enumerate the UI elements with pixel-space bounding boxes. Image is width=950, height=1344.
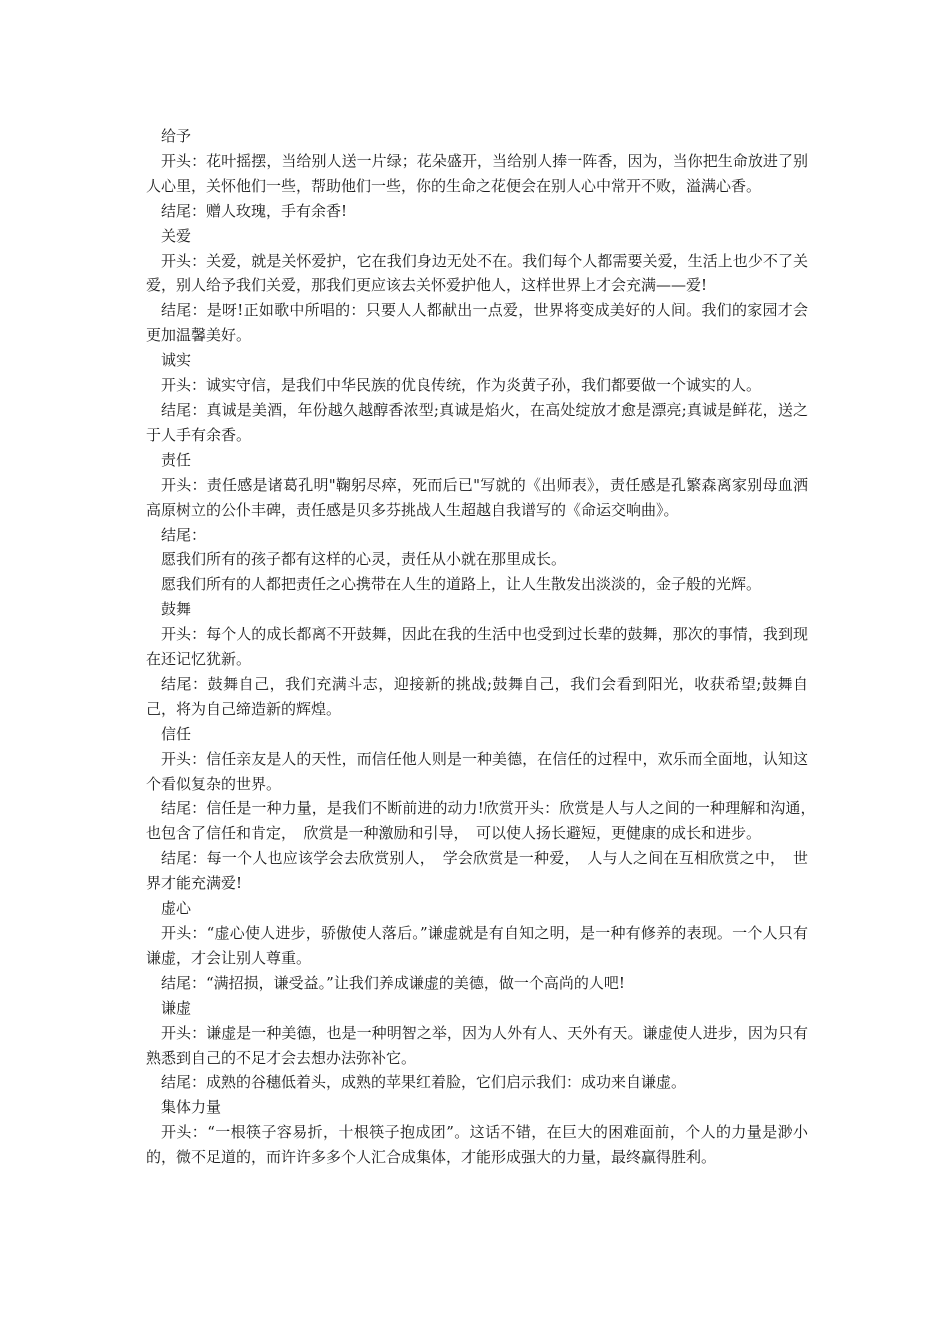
paragraph-trust-opening: 开头：信任亲友是人的天性，而信任他人则是一种美德，在信任的过程中，欢乐而全面地，认知这个看似复杂的世界。 [146,749,808,793]
paragraph-collective-strength-opening: 开头：“一根筷子容易折，十根筷子抱成团”。这话不错，在巨大的困难面前，个人的力量是渺小的，微不足道的，而许许多多个人汇合成集体，才能形成强大的力量，最终赢得胜利。 [146,1123,808,1167]
paragraph-responsibility-opening: 开头：责任感是诸葛孔明"鞠躬尽瘁，死而后已"写就的《出师表》，责任感是孔繁森离家别母血洒高原树立的公仆丰碑，责任感是贝多芬挑战人生超越自我谱写的《命运交响曲》。 [146,475,808,519]
paragraph-open-mindedness-opening: 开头：“虚心使人进步，骄傲使人落后。”谦虚就是有自知之明，是一种有修养的表现。一个人只有谦虚，才会让别人尊重。 [146,924,808,967]
paragraph-care-ending: 结尾：是呀!正如歌中所唱的：只要人人都献出一点爱，世界将变成美好的人间。我们的家园才会更加温馨美好。 [146,301,808,345]
paragraph-trust-ending: 结尾：信任是一种力量，是我们不断前进的动力!欣赏开头：欣赏是人与人之间的一种理解和沟通， 也包含了信任和肯定， 欣赏是一种激励和引导， 可以使人扬长避短，更健康的成长和进步。 [146,799,824,843]
paragraph-honesty-opening: 开头：诚实守信，是我们中华民族的优良传统，作为炎黄子孙，我们都要做一个诚实的人。 [161,376,762,395]
heading-encouragement: 鼓舞 [161,600,192,619]
paragraph-care-opening: 开头：关爱，就是关怀爱护，它在我们身边无处不在。我们每个人都需要关爱，生活上也少不了关爱，别人给予我们关爱，那我们更应该去关怀爱护他人，这样世界上才会充满——爱! [146,251,808,295]
paragraph-encouragement-ending: 结尾：鼓舞自己，我们充满斗志，迎接新的挑战;鼓舞自己，我们会看到阳光，收获希望;鼓舞自己，将为自己缔造新的辉煌。 [146,674,808,718]
paragraph-responsibility-ending-2: 愿我们所有的人都把责任之心携带在人生的道路上，让人生散发出淡淡的，金子般的光辉。 [161,575,762,594]
paragraph-modesty-ending: 结尾：成熟的谷穗低着头，成熟的苹果红着脸，它们启示我们：成功来自谦虚。 [161,1073,687,1092]
heading-honesty: 诚实 [161,351,192,370]
paragraph-responsibility-ending-1: 愿我们所有的孩子都有这样的心灵，责任从小就在那里成长。 [161,550,567,569]
paragraph-giving-ending: 结尾：赠人玫瑰，手有余香! [161,201,348,220]
document-page [146,124,824,1170]
paragraph-honesty-ending: 结尾：真诚是美酒，年份越久越醇香浓型;真诚是焰火，在高处绽放才愈是漂亮;真诚是鲜花，送之于人手有余香。 [146,400,808,444]
heading-trust: 信任 [161,724,192,743]
heading-care: 关爱 [161,226,192,245]
heading-collective-strength: 集体力量 [161,1098,222,1117]
paragraph-open-mindedness-ending: 结尾：“满招损，谦受益。”让我们养成谦虚的美德，做一个高尚的人吧! [161,973,625,992]
paragraph-modesty-opening: 开头：谦虚是一种美德，也是一种明智之举，因为人外有人、天外有天。谦虚使人进步，因为只有熟悉到自己的不足才会去想办法弥补它。 [146,1023,808,1067]
paragraph-responsibility-ending-label: 结尾： [161,525,207,544]
heading-responsibility: 责任 [161,450,192,469]
heading-open-mindedness: 虚心 [161,899,192,918]
heading-giving: 给予 [161,127,192,145]
heading-modesty: 谦虚 [161,998,192,1017]
paragraph-encouragement-opening: 开头：每个人的成长都离不开鼓舞，因此在我的生活中也受到过长辈的鼓舞，那次的事情，我到现在还记忆犹新。 [146,625,808,669]
paragraph-giving-opening: 开头：花叶摇摆，当给别人送一片绿；花朵盛开，当给别人捧一阵香，因为，当你把生命放进了别人心里，关怀他们一些，帮助他们一些，你的生命之花便会在别人心中常开不败，溢满心香。 [146,151,808,195]
paragraph-appreciation-ending: 结尾：每一个人也应该学会去欣赏别人， 学会欣赏是一种爱， 人与人之间在互相欣赏之中， 世界才能充满爱! [146,849,808,893]
